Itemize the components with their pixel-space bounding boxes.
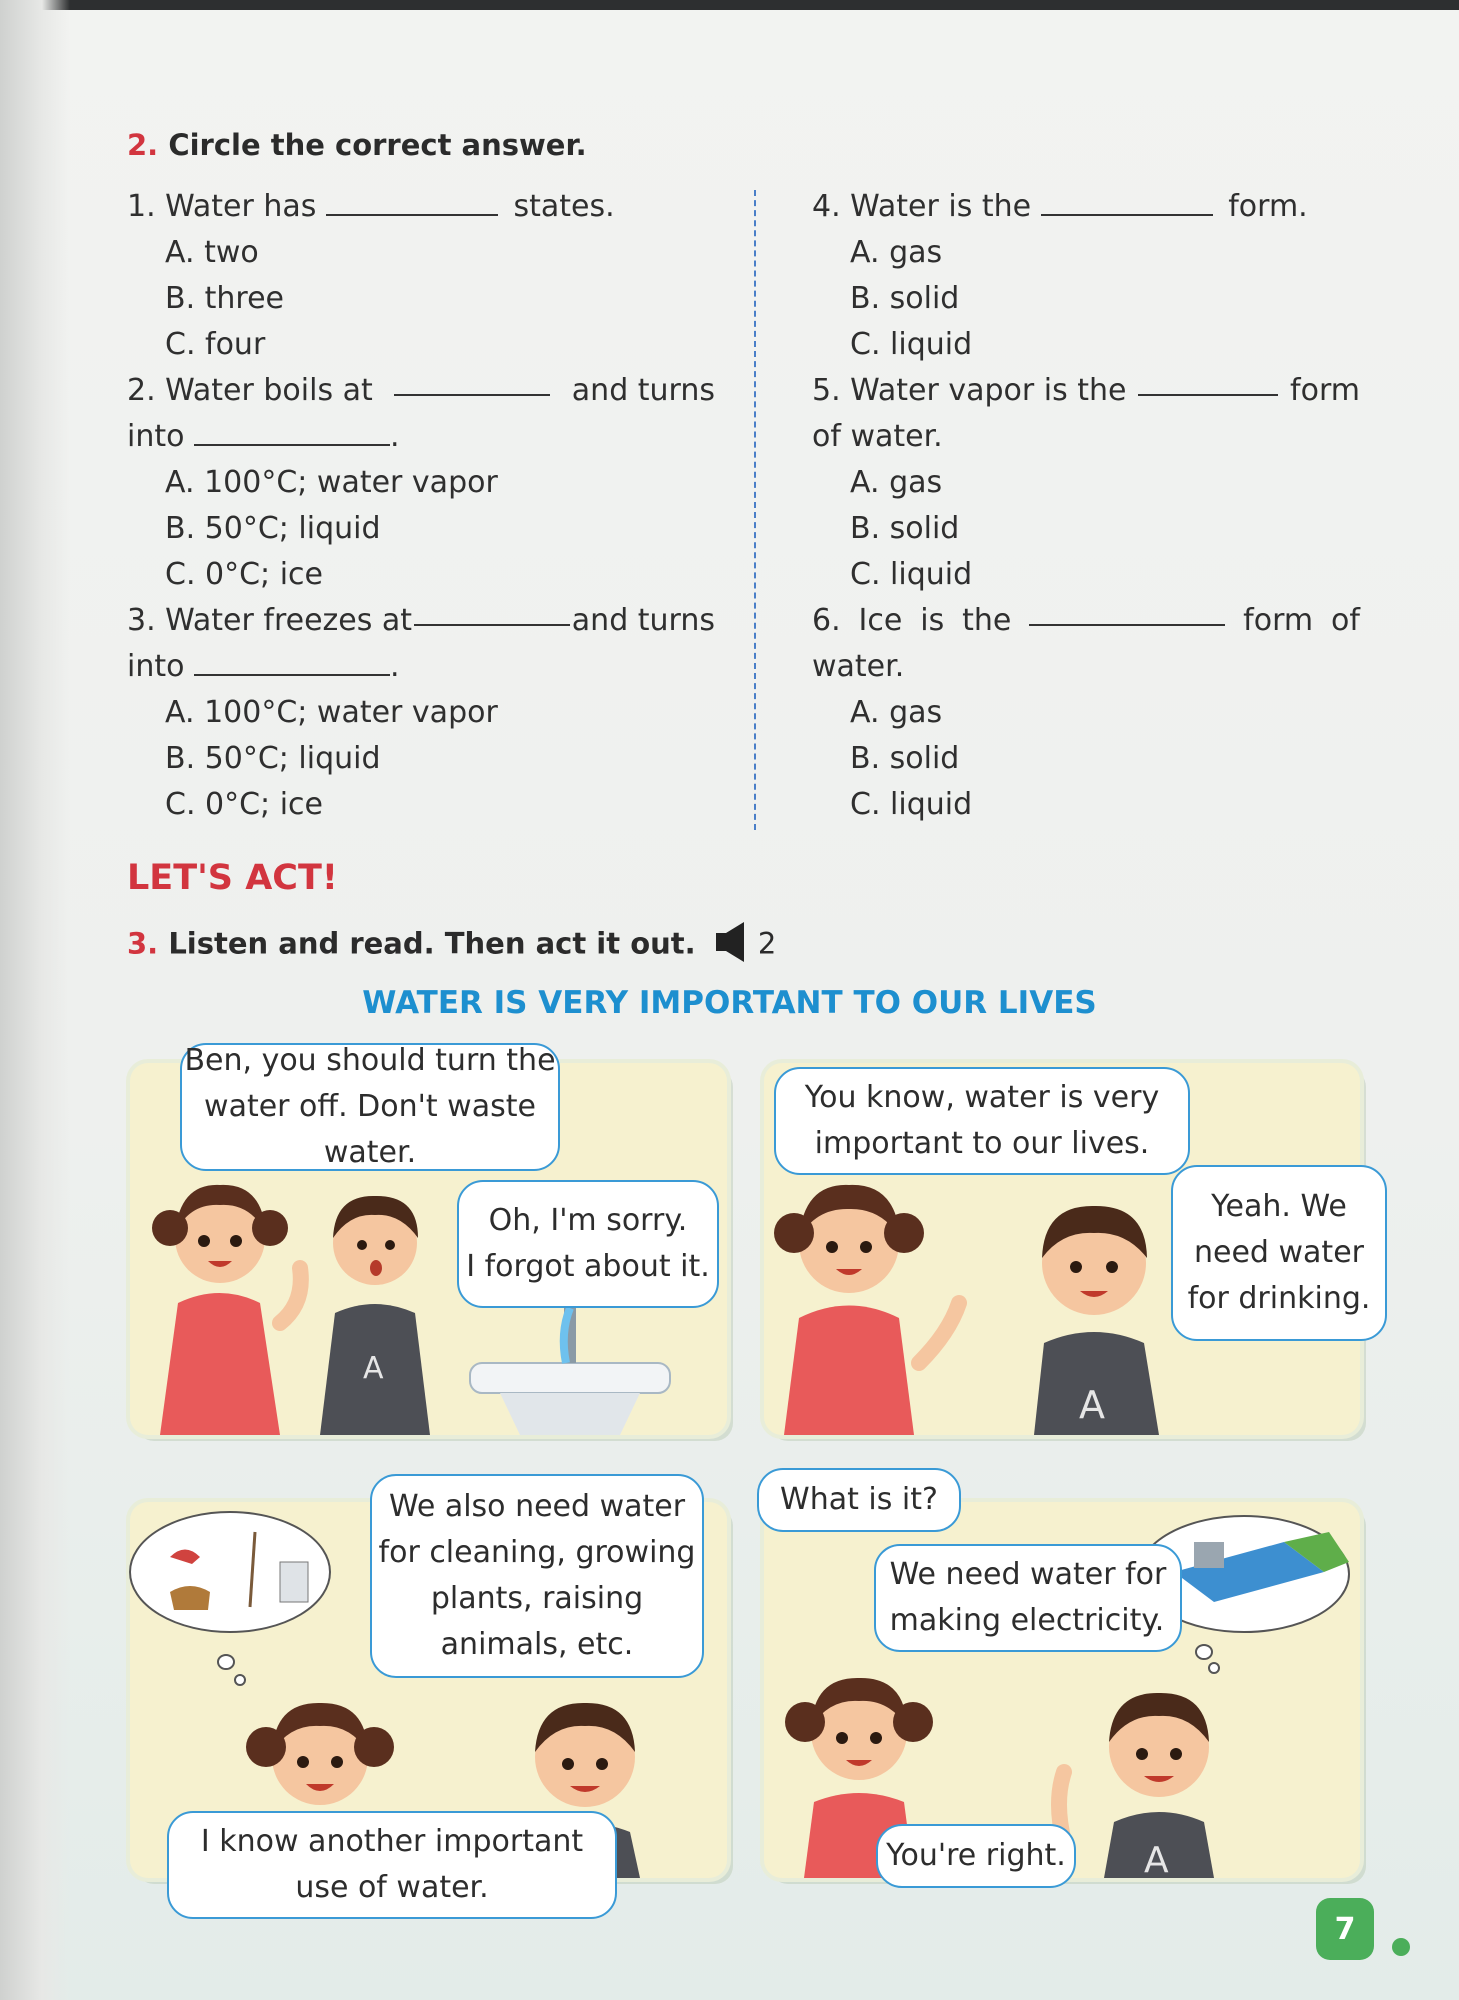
question-4: 4. Water is the form.	[812, 189, 1308, 224]
svg-text:A: A	[363, 1351, 384, 1386]
speech-bubble: We also need water for cleaning, growing plants, raising animals, etc.	[370, 1474, 704, 1678]
speech-bubble: Oh, I'm sorry. I forgot about it.	[457, 1180, 719, 1308]
audio-track-number: 2	[757, 926, 777, 961]
answer-blank[interactable]	[326, 188, 498, 216]
exercise-number: 2.	[127, 128, 159, 162]
option[interactable]: C. liquid	[850, 557, 973, 592]
option[interactable]: B. solid	[850, 741, 960, 776]
answer-blank[interactable]	[414, 598, 570, 626]
option[interactable]: A. two	[165, 235, 259, 270]
questions-left-column	[127, 184, 715, 828]
page-top-edge	[0, 0, 1459, 10]
svg-text:A: A	[1079, 1383, 1105, 1427]
question-5: 5. Water vapor is the form	[812, 368, 1360, 414]
question-2-line-2: into .	[127, 419, 400, 454]
question-3-line-2: into .	[127, 649, 400, 684]
speech-bubble: Yeah. We need water for drinking.	[1171, 1165, 1387, 1341]
answer-blank[interactable]	[1029, 598, 1225, 626]
speech-bubble: Ben, you should turn the water off. Don't waste water.	[180, 1043, 560, 1171]
comic-panel-2	[764, 1063, 1371, 1435]
question-5-line-2: of water.	[812, 419, 943, 454]
story-title: WATER IS VERY IMPORTANT TO OUR LIVES	[362, 985, 1097, 1021]
page-number-dot	[1392, 1938, 1410, 1956]
option[interactable]: B. solid	[850, 511, 960, 546]
option[interactable]: C. liquid	[850, 327, 973, 362]
option[interactable]: A. 100°C; water vapor	[165, 465, 498, 500]
option[interactable]: B. 50°C; liquid	[165, 511, 381, 546]
answer-blank[interactable]	[394, 368, 550, 396]
exercise-instruction: Listen and read. Then act it out.	[168, 926, 696, 961]
question-6: 6. Ice is the form of	[812, 598, 1360, 644]
option[interactable]: A. gas	[850, 695, 943, 730]
answer-blank[interactable]	[194, 418, 390, 446]
audio-speaker-icon[interactable]	[714, 920, 748, 971]
option[interactable]: B. solid	[850, 281, 960, 316]
question-1: 1. Water has states.	[127, 189, 615, 224]
questions-right-column	[812, 184, 1360, 828]
column-divider	[754, 190, 756, 830]
option[interactable]: A. gas	[850, 465, 943, 500]
option[interactable]: A. 100°C; water vapor	[165, 695, 498, 730]
speech-bubble: You know, water is very important to our lives.	[774, 1067, 1190, 1175]
page-number: 7	[1316, 1898, 1374, 1960]
question-2: 2. Water boils at and turns	[127, 368, 715, 414]
option[interactable]: B. 50°C; liquid	[165, 741, 381, 776]
svg-text:A: A	[1144, 1840, 1169, 1881]
question-3: 3. Water freezes at and turns	[127, 598, 715, 644]
option[interactable]: A. gas	[850, 235, 943, 270]
speech-bubble: We need water for making electricity.	[874, 1544, 1182, 1652]
speech-bubble: What is it?	[757, 1468, 961, 1532]
section-title: LET'S ACT!	[127, 858, 338, 898]
exercise-number: 3.	[127, 926, 159, 961]
answer-blank[interactable]	[1041, 188, 1213, 216]
speech-bubble: You're right.	[876, 1824, 1076, 1888]
exercise-3-heading	[127, 920, 776, 971]
answer-blank[interactable]	[1138, 368, 1278, 396]
question-6-line-2: water.	[812, 649, 905, 684]
comic-panel-4	[764, 1502, 1360, 1881]
speech-bubble: I know another important use of water.	[167, 1811, 617, 1919]
option[interactable]: C. four	[165, 327, 266, 362]
option[interactable]: B. three	[165, 281, 285, 316]
exercise-2-heading	[127, 128, 587, 162]
option[interactable]: C. 0°C; ice	[165, 557, 323, 592]
option[interactable]: C. liquid	[850, 787, 973, 822]
option[interactable]: C. 0°C; ice	[165, 787, 323, 822]
exercise-instruction: Circle the correct answer.	[168, 128, 587, 162]
answer-blank[interactable]	[194, 648, 390, 676]
comic-panel-1	[130, 1043, 727, 1435]
